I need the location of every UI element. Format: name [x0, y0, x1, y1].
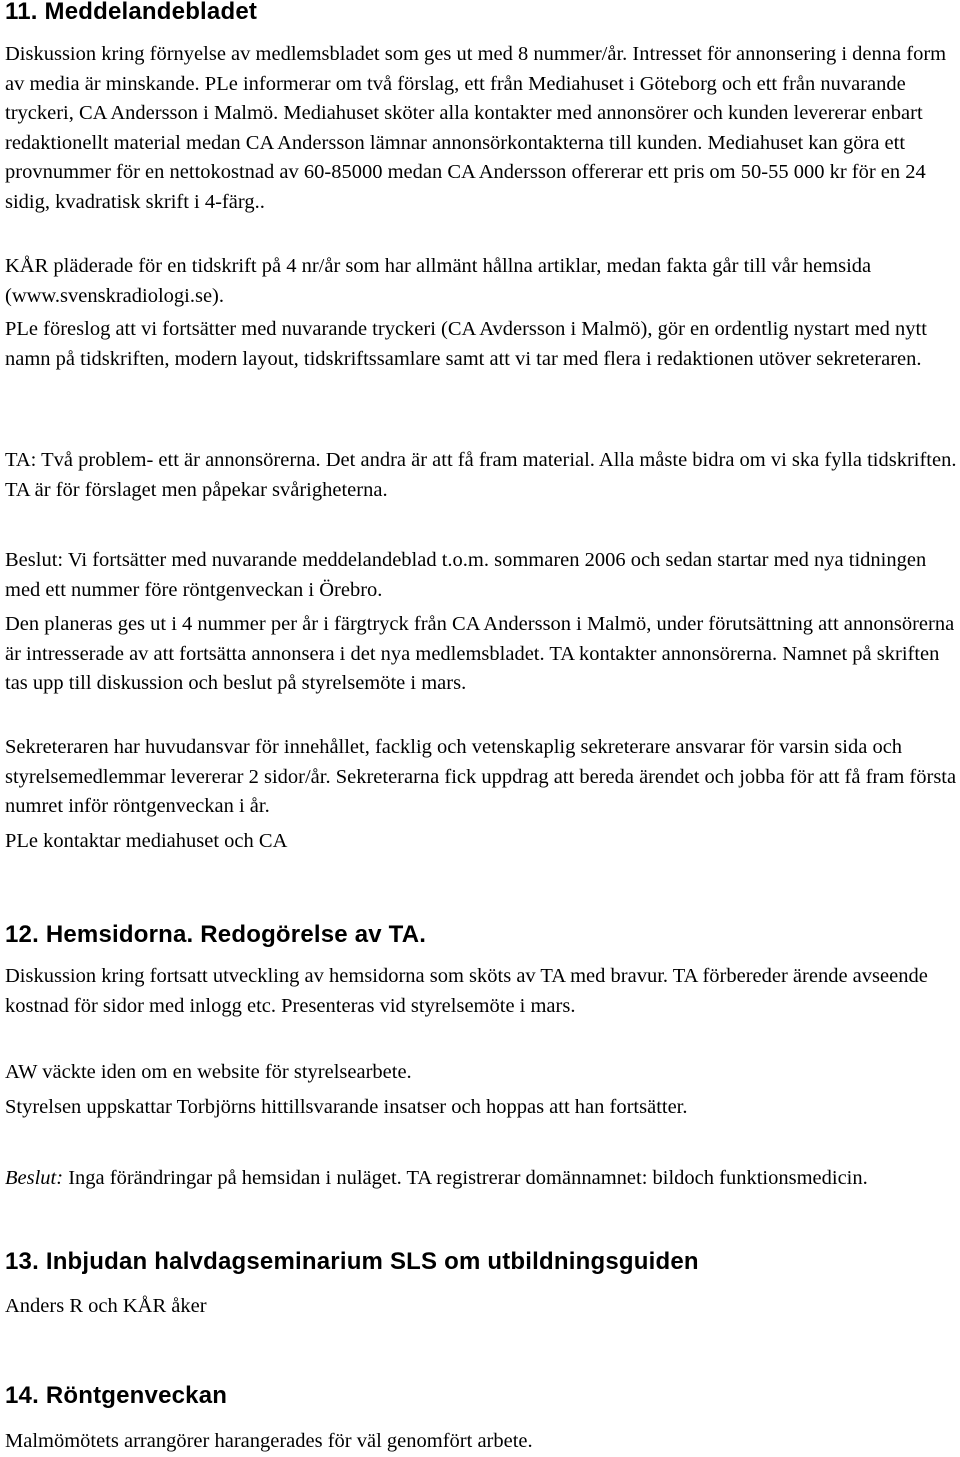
section-11-paragraph-1: Diskussion kring förnyelse av medlemsbladet som ges ut med 8 nummer/år. Intresset för annonsering i denna form av media är minskande. PLe informerar om två förslag, ett från Mediahuset i Göteborg och ett från nuvarande tryckeri, CA Andersson i Malmö. Mediahuset sköter alla kontakter med annonsörer och kunden levererar enbart redaktionellt material medan CA Andersson lämnar annonsörkontakterna till kunden. Mediahuset kan göra ett provnummer för en nettokostnad av 60-85000 medan CA Andersson offererar ett pris om 50-55 000 kr för en 24 sidig, kvadratisk skrift i 4-färg..	[5, 43, 947, 213]
section-11-paragraph-7: Sekreteraren har huvudansvar för innehållet, facklig och vetenskaplig sekreterare ansvarar för varsin sida och styrelsemedlemmar levererar 2 sidor/år. Sekreterarna fick uppdrag att bereda ärendet och jobba för att få fram första numret inför röntgenveckan i år.	[5, 736, 957, 817]
section-11-paragraph-2: KÅR pläderade för en tidskrift på 4 nr/år som har allmänt hållna artiklar, medan fakta går till vår hemsida (www.svenskradiologi.se).	[5, 255, 872, 307]
section-14-paragraph-1: Malmömötets arrangörer harangerades för väl genomfört arbete.	[5, 1430, 533, 1452]
section-12-paragraph-3: Styrelsen uppskattar Torbjörns hittillsvarande insatser och hoppas att han fortsätter.	[5, 1096, 688, 1118]
section-11-paragraph-8: PLe kontaktar mediahuset och CA	[5, 830, 288, 852]
section-11-paragraph-4: TA: Två problem- ett är annonsörerna. Det andra är att få fram material. Alla måste bidra om vi ska fylla tidskriften. TA är för förslaget men påpekar svårigheterna.	[5, 449, 957, 501]
decision-text: Inga förändringar på hemsidan i nuläget. TA registrerar domännamnet: bildoch funktionsmedicin.	[63, 1167, 868, 1189]
section-13-heading: 13. Inbjudan halvdagseminarium SLS om utbildningsguiden	[5, 1248, 699, 1275]
section-11-paragraph-6: Den planeras ges ut i 4 nummer per år i färgtryck från CA Andersson i Malmö, under förutsättning att annonsörerna är intresserade av att fortsätta annonsera i det nya medlemsbladet. TA kontakter annonsörerna. Namnet på skriften tas upp till diskussion och beslut på styrelsemöte i mars.	[5, 613, 955, 694]
section-12-paragraph-2: AW väckte iden om en website för styrelsearbete.	[5, 1061, 412, 1083]
section-12-paragraph-1: Diskussion kring fortsatt utveckling av hemsidorna som sköts av TA med bravur. TA förbereder ärende avseende kostnad för sidor med inlogg etc. Presenteras vid styrelsemöte i mars.	[5, 965, 928, 1017]
section-14-heading: 14. Röntgenveckan	[5, 1382, 228, 1409]
section-11-paragraph-3: PLe föreslog att vi fortsätter med nuvarande tryckeri (CA Avdersson i Malmö), gör en ordentlig nystart med nytt namn på tidskriften, modern layout, tidskriftssamlare samt att vi tar med flera i redaktionen utöver sekreteraren.	[5, 318, 927, 370]
decision-label: Beslut:	[5, 1167, 64, 1189]
section-11-decision: Beslut: Vi fortsätter med nuvarande meddelandeblad t.o.m. sommaren 2006 och sedan startar med nya tidningen med ett nummer före röntgenveckan i Örebro.	[5, 549, 927, 601]
section-12-heading: 12. Hemsidorna. Redogörelse av TA.	[5, 921, 427, 948]
section-11-heading: 11. Meddelandebladet	[5, 0, 258, 25]
section-13-paragraph-1: Anders R och KÅR åker	[5, 1295, 207, 1317]
section-12-decision	[5, 1164, 868, 1194]
